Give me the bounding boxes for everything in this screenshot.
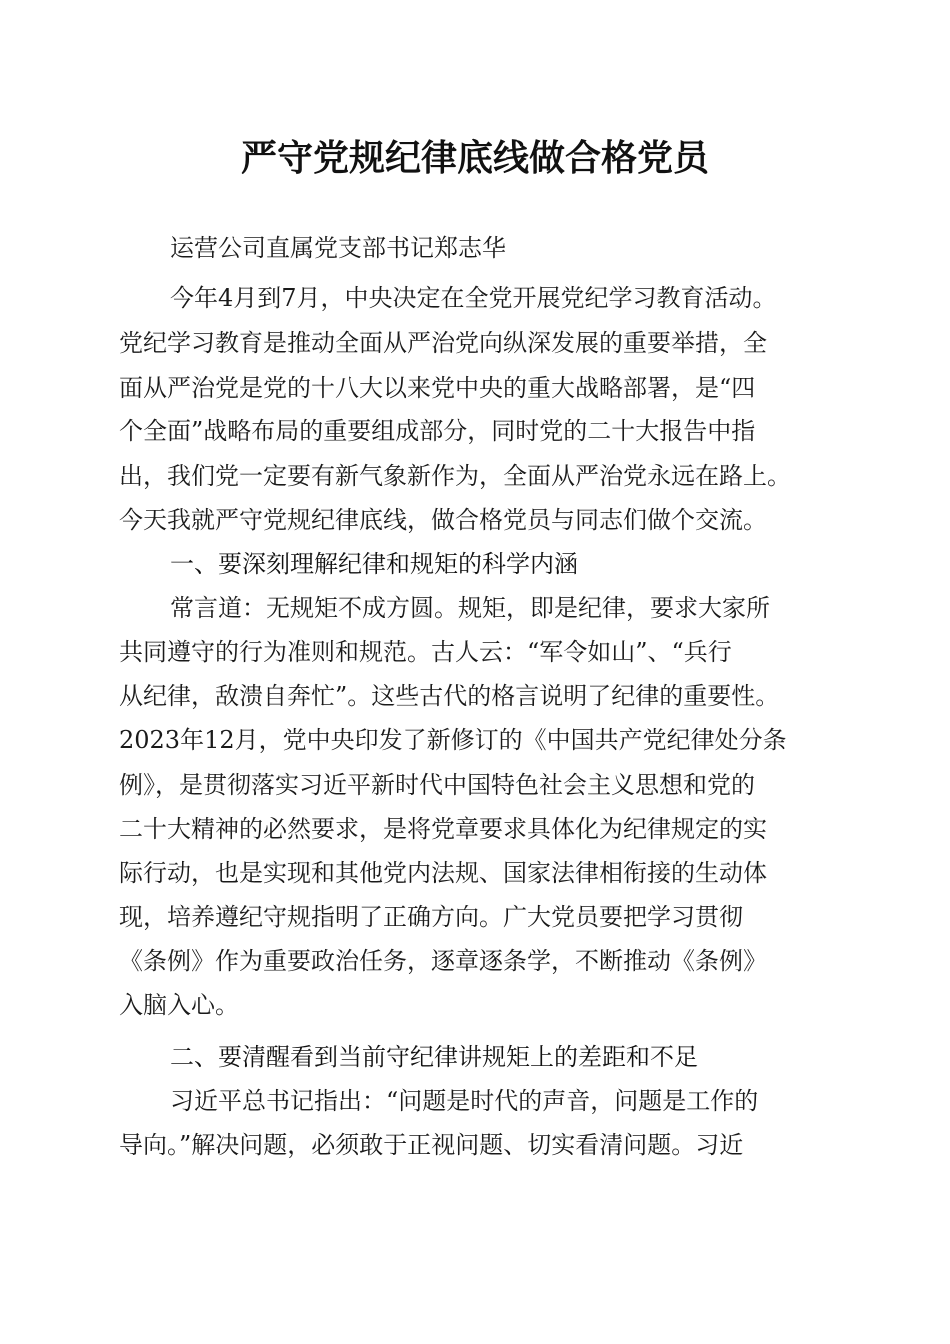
paragraph-line: 二十大精神的必然要求，是将党章要求具体化为纪律规定的实 [119, 815, 767, 843]
paragraph-line: 党纪学习教育是推动全面从严治党向纵深发展的重要举措，全 [119, 329, 767, 357]
section-heading-1: 一、要深刻理解纪律和规矩的科学内涵 [170, 550, 578, 578]
paragraph-line: 今年4月到7月，中央决定在全党开展党纪学习教育活动。 [170, 284, 777, 312]
document-title: 严守党规纪律底线做合格党员 [240, 137, 709, 179]
paragraph-line: 今天我就严守党规纪律底线，做合格党员与同志们做个交流。 [119, 506, 767, 534]
section-heading-2: 二、要清醒看到当前守纪律讲规矩上的差距和不足 [170, 1043, 698, 1071]
paragraph-line: 面从严治党是党的十八大以来党中央的重大战略部署，是“四 [119, 374, 756, 402]
paragraph-line: 个全面”战略布局的重要组成部分，同时党的二十大报告中指 [119, 417, 756, 445]
paragraph-line: 例》，是贯彻落实习近平新时代中国特色社会主义思想和党的 [119, 771, 755, 799]
paragraph-line: 际行动，也是实现和其他党内法规、国家法律相衔接的生动体 [119, 859, 767, 887]
paragraph-line: 入脑入心。 [119, 991, 239, 1019]
paragraph-line: 导向。”解决问题，必须敢于正视问题、切实看清问题。习近 [119, 1131, 744, 1159]
paragraph-line: 习近平总书记指出：“问题是时代的声音，问题是工作的 [170, 1087, 759, 1115]
author-line: 运营公司直属党支部书记郑志华 [170, 234, 506, 262]
paragraph-line: 常言道：无规矩不成方圆。规矩，即是纪律，要求大家所 [170, 594, 770, 622]
paragraph-line: 2023年12月，党中央印发了新修订的《中国共产党纪律处分条 [119, 726, 787, 754]
paragraph-line: 《条例》作为重要政治任务，逐章逐条学，不断推动《条例》 [119, 947, 767, 975]
paragraph-line: 从纪律，敌溃自奔忙”。这些古代的格言说明了纪律的重要性。 [119, 682, 780, 710]
paragraph-line: 现，培养遵纪守规指明了正确方向。广大党员要把学习贯彻 [119, 903, 743, 931]
paragraph-line: 出，我们党一定要有新气象新作为，全面从严治党永远在路上。 [119, 462, 791, 490]
paragraph-line: 共同遵守的行为准则和规范。古人云：“军令如山”、“兵行 [119, 638, 732, 666]
